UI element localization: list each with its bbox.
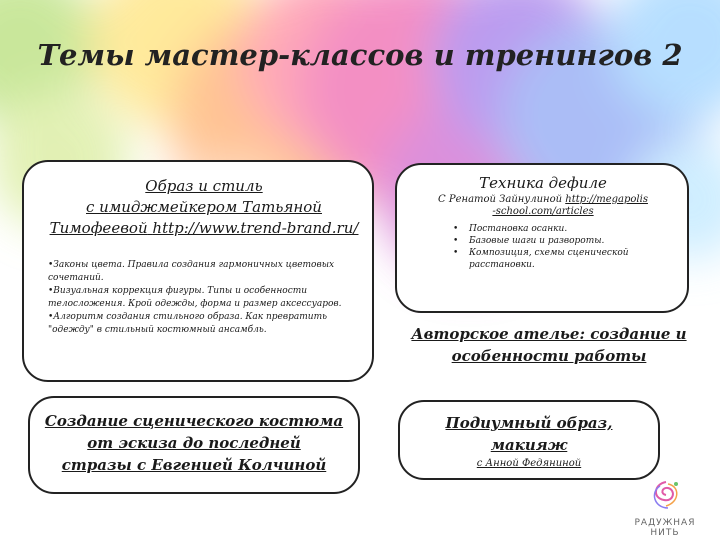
card-stage-costume-title: [36, 410, 352, 476]
card-podium-title: [406, 412, 652, 456]
card1-description: [48, 259, 360, 337]
card1-point-1: •Законы цвета. Правила создания гармоничных цветовых сочетаний.: [48, 260, 335, 283]
card-image-style[interactable]: [22, 160, 374, 382]
card1-point-3: •Алгоритм создания стильного образа. Как превратить "одежду" в стильный костюмный ансамбль.: [48, 312, 328, 335]
list-item: • Композиция, схемы сценической расстановки.: [447, 247, 679, 271]
logo-swirl-icon: [646, 478, 686, 512]
rainbow-thread-logo: [620, 478, 710, 538]
card-image-style-title: [48, 176, 360, 239]
page-title: Темы мастер-классов и тренингов 2: [37, 38, 683, 72]
card2-author-name: С Ренатой Зайнулиной: [438, 194, 563, 205]
card-catwalk-list: [447, 223, 679, 271]
atelier-line1: Авторское ателье: создание и: [411, 325, 687, 343]
list-item: • Базовые шаги и развороты.: [447, 235, 679, 247]
podium-line2: макияж: [490, 436, 568, 454]
card-catwalk[interactable]: [395, 163, 689, 313]
card-podium[interactable]: [398, 400, 660, 480]
podium-line1: Подиумный образ,: [445, 414, 613, 432]
podium-author: с Анной Федяниной: [476, 458, 582, 469]
card1-title-line1: Образ и стиль: [145, 177, 263, 195]
card1-title-line2: с имиджмейкером Татьяной: [86, 198, 322, 216]
card-stage-costume[interactable]: [28, 396, 360, 494]
card-catwalk-title: Техника дефиле: [479, 174, 607, 192]
trend-brand-link[interactable]: http://www.trend-brand.ru/: [152, 219, 359, 237]
card-catwalk-author: [407, 194, 679, 218]
card1-point-2: •Визуальная коррекция фигуры. Типы и особенности телосложения. Крой одежды, форма и размер аксессуаров.: [48, 286, 342, 309]
atelier-heading[interactable]: [398, 323, 700, 367]
card3-line3: стразы с Евгенией Колчиной: [61, 456, 327, 474]
card3-line1: Создание сценического костюма: [44, 412, 344, 430]
list-item: • Постановка осанки.: [447, 223, 679, 235]
megapolis-link-part1[interactable]: http://megapolis: [565, 194, 648, 205]
logo-text: РАДУЖНАЯ НИТЬ: [634, 518, 696, 538]
atelier-line2: особенности работы: [451, 347, 647, 365]
card3-line2: от эскиза до последней: [87, 434, 301, 452]
megapolis-link-part2[interactable]: -school.com/articles: [492, 206, 594, 217]
card1-title-line3: Тимофеевой: [49, 219, 148, 237]
